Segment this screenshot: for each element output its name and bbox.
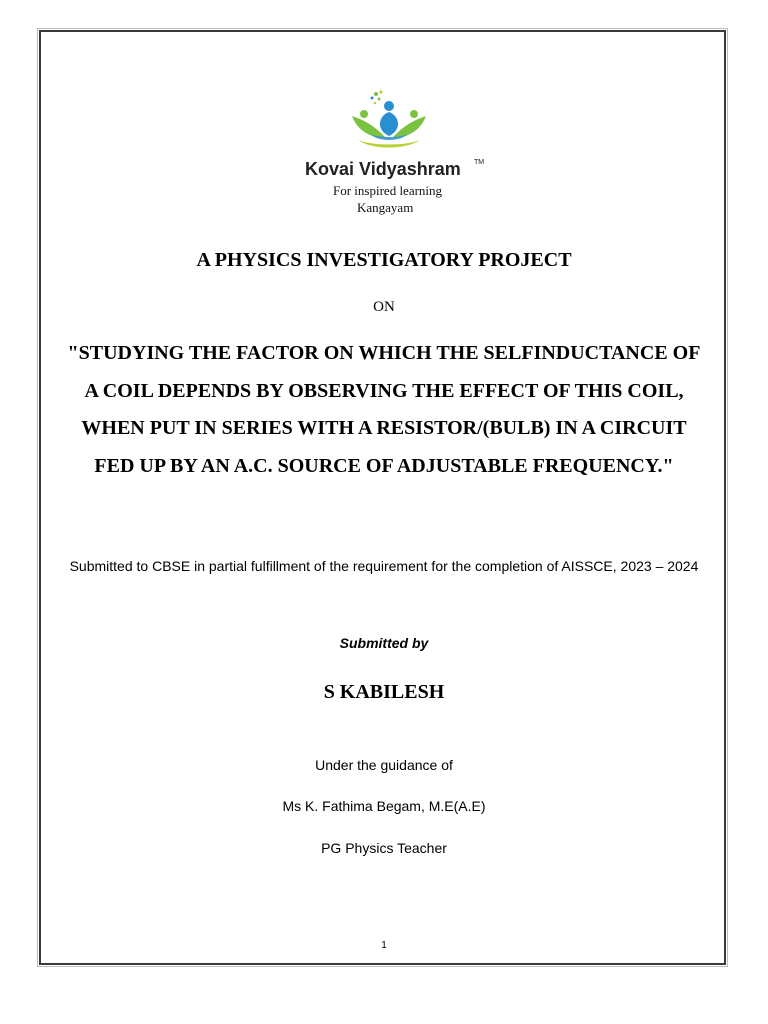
- guide-name: Ms K. Fathima Begam, M.E(A.E): [282, 798, 486, 814]
- submitted-by-label: Submitted by: [339, 635, 429, 651]
- project-heading: A PHYSICS INVESTIGATORY PROJECT: [196, 249, 572, 271]
- submission-text: Submitted to CBSE in partial fulfillment of the requirement for the completion of AISSCE, 2023 – 2024: [69, 558, 699, 574]
- brand-tagline: For inspired learning: [333, 183, 443, 198]
- trademark-symbol: TM: [474, 159, 485, 166]
- project-title: "STUDYING THE FACTOR ON WHICH THE SELFINDUCTANCE OF A COIL DEPENDS BY OBSERVING THE EFFECT OF THIS COIL, WHEN PUT IN SERIES WITH A RESISTOR/(BULB) IN A CIRCUIT FED UP BY AN A.C. SOURCE OF ADJUSTABLE FREQUENCY.": [67, 342, 701, 477]
- brand-location: Kangayam: [357, 200, 414, 215]
- guidance-label: Under the guidance of: [315, 757, 453, 773]
- student-name: S KABILESH: [323, 681, 445, 703]
- on-text: ON: [373, 299, 395, 315]
- kovai-vidyashram-logo-icon: [348, 90, 430, 156]
- guide-role: PG Physics Teacher: [321, 840, 447, 856]
- brand-name: Kovai Vidyashram: [305, 159, 461, 179]
- page-number: 1: [381, 940, 387, 951]
